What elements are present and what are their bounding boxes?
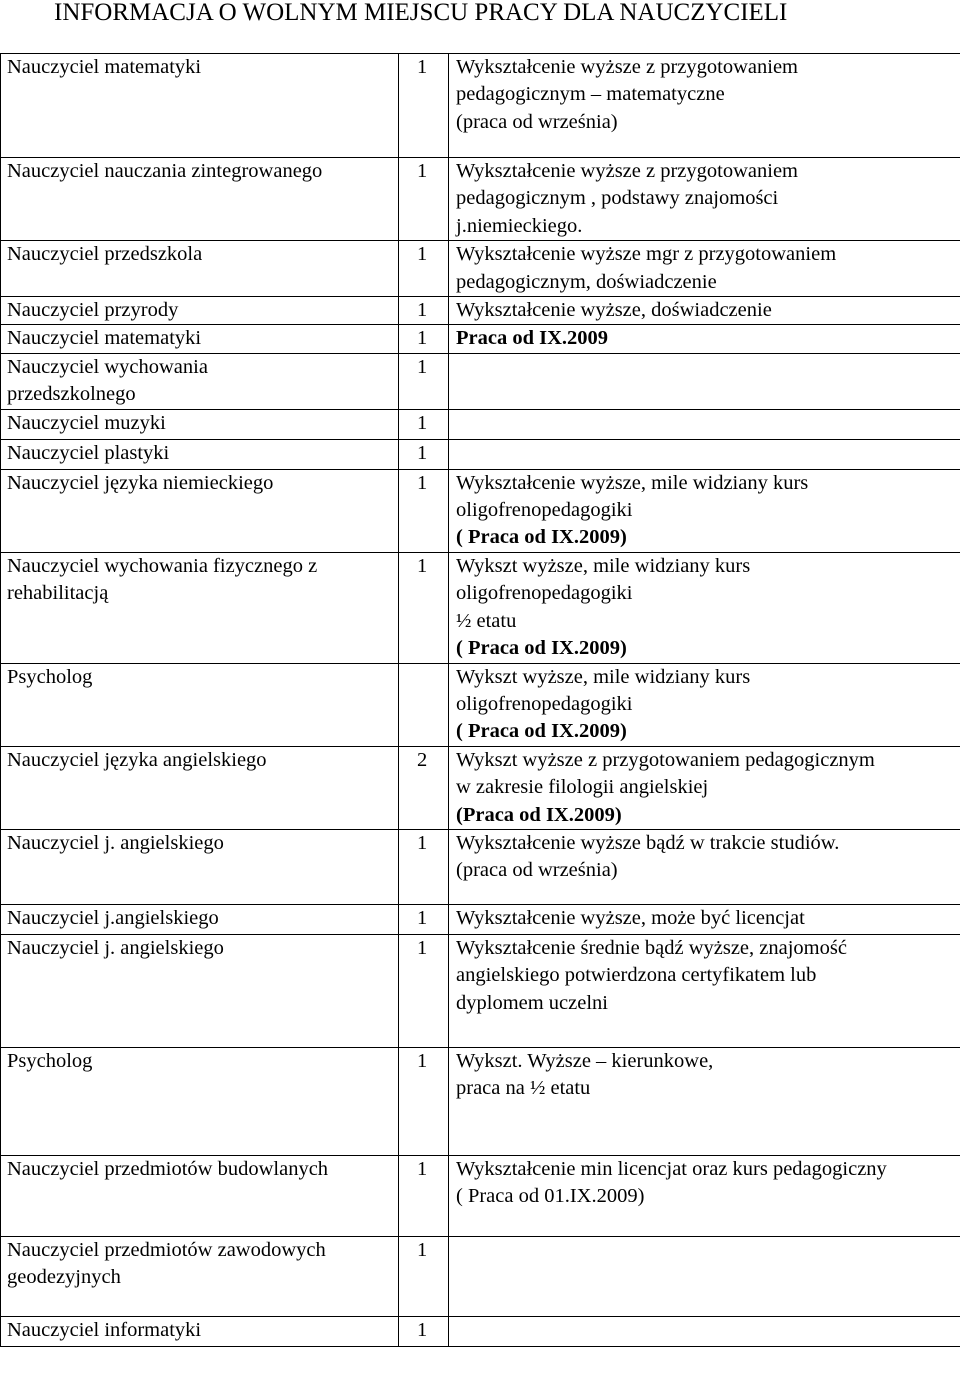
table-row: [1, 158, 960, 241]
requirement-line: angielskiego potwierdzona certyfikatem lub: [456, 964, 817, 987]
table-row: [1, 1316, 960, 1346]
requirement-line: pedagogicznym – matematyczne: [456, 83, 725, 106]
position-name: Nauczyciel przyrody: [7, 299, 179, 322]
vacancy-count: 1: [417, 1318, 428, 1341]
requirement-line: oligofrenopedagogiki: [456, 582, 633, 605]
count-cell: [399, 934, 449, 1047]
count-cell: [399, 469, 449, 552]
table-row: [1, 325, 960, 353]
vacancy-count: 1: [417, 299, 428, 322]
requirements-cell: [449, 158, 960, 241]
page-title: INFORMACJA O WOLNYM MIEJSCU PRACY DLA NAUCZYCIELI: [54, 0, 788, 26]
count-cell: [399, 241, 449, 297]
position-cell: [1, 439, 399, 469]
position-name: Nauczyciel j.angielskiego: [7, 906, 219, 929]
vacancy-count: 1: [417, 1157, 428, 1180]
requirement-line: Wykształcenie wyższe bądź w trakcie studiów.: [456, 831, 840, 854]
position-cell: [1, 158, 399, 241]
requirements-cell: [449, 552, 960, 663]
requirement-line: Wykształcenie min licencjat oraz kurs pedagogiczny: [456, 1157, 887, 1180]
requirement-line: (Praca od IX.2009): [456, 803, 622, 826]
requirements-cell: [449, 409, 960, 439]
requirement-line: Wykszt. Wyższe – kierunkowe,: [456, 1049, 714, 1072]
requirement-line: ( Praca od IX.2009): [456, 720, 627, 743]
requirement-line: ( Praca od 01.IX.2009): [456, 1185, 645, 1208]
requirement-line: w zakresie filologii angielskiej: [456, 776, 709, 799]
requirement-line: dyplomem uczelni: [456, 991, 608, 1014]
position-cell: [1, 241, 399, 297]
requirement-line: Wykszt wyższe, mile widziany kurs: [456, 554, 751, 577]
count-cell: [399, 439, 449, 469]
table-row: [1, 353, 960, 409]
table-row: [1, 904, 960, 934]
requirement-line: oligofrenopedagogiki: [456, 499, 633, 522]
count-cell: [399, 552, 449, 663]
count-cell: [399, 409, 449, 439]
count-cell: [399, 1155, 449, 1236]
requirements-cell: [449, 746, 960, 829]
requirements-cell: [449, 469, 960, 552]
requirement-line: Wykształcenie wyższe z przygotowaniem: [456, 160, 798, 182]
vacancy-count: 1: [417, 441, 428, 464]
table-row: [1, 663, 960, 746]
requirements-cell: [449, 934, 960, 1047]
requirements-cell: [449, 297, 960, 325]
requirement-line: Wykształcenie wyższe, może być licencjat: [456, 906, 805, 929]
position-cell: [1, 325, 399, 353]
table-row: [1, 1236, 960, 1316]
requirement-line: Wykształcenie średnie bądź wyższe, znajomość: [456, 936, 847, 959]
position-cell: [1, 1236, 399, 1316]
table-row: [1, 469, 960, 552]
requirement-line: Praca od IX.2009: [456, 327, 609, 350]
count-cell: [399, 1047, 449, 1155]
count-cell: [399, 829, 449, 904]
count-cell: [399, 54, 449, 158]
vacancy-count: 2: [417, 748, 428, 771]
position-name: Nauczyciel przedszkola: [7, 243, 203, 266]
vacancy-count: 1: [417, 56, 428, 78]
position-name: Nauczyciel przedmiotów budowlanych: [7, 1157, 329, 1180]
requirements-cell: [449, 241, 960, 297]
requirement-line: praca na ½ etatu: [456, 1077, 591, 1100]
count-cell: [399, 746, 449, 829]
position-cell: [1, 663, 399, 746]
vacancy-count: 1: [417, 411, 428, 434]
count-cell: [399, 297, 449, 325]
requirement-line: Wykszt wyższe z przygotowaniem pedagogicznym: [456, 748, 875, 771]
requirements-cell: [449, 1047, 960, 1155]
position-cell: [1, 409, 399, 439]
requirement-line: ( Praca od IX.2009): [456, 637, 627, 660]
requirement-line: Wykształcenie wyższe, mile widziany kurs: [456, 471, 809, 494]
position-cell: [1, 1155, 399, 1236]
requirements-cell: [449, 663, 960, 746]
position-name: Nauczyciel matematyki: [7, 327, 202, 350]
table-row: [1, 241, 960, 297]
position-name: Nauczyciel przedmiotów zawodowych: [7, 1238, 326, 1261]
vacancy-count: 1: [417, 1049, 428, 1072]
position-cell: [1, 469, 399, 552]
vacancy-count: 1: [417, 936, 428, 959]
requirement-line: ½ etatu: [456, 609, 517, 632]
position-name: rehabilitacją: [7, 582, 109, 605]
table-row: [1, 409, 960, 439]
position-name: Nauczyciel muzyki: [7, 411, 166, 434]
requirements-cell: [449, 353, 960, 409]
job-openings-body: [1, 54, 960, 1347]
position-name: Nauczyciel plastyki: [7, 441, 170, 464]
requirement-line: Wykształcenie wyższe, doświadczenie: [456, 299, 772, 322]
position-cell: [1, 297, 399, 325]
count-cell: [399, 1236, 449, 1316]
requirements-cell: [449, 829, 960, 904]
position-name: Psycholog: [7, 665, 93, 688]
position-name: Nauczyciel j. angielskiego: [7, 936, 224, 959]
position-name: Nauczyciel języka niemieckiego: [7, 471, 274, 494]
count-cell: [399, 158, 449, 241]
position-cell: [1, 1047, 399, 1155]
position-name: Nauczyciel wychowania fizycznego z: [7, 554, 318, 577]
position-cell: [1, 934, 399, 1047]
count-cell: [399, 663, 449, 746]
vacancy-count: 1: [417, 355, 428, 378]
table-row: [1, 439, 960, 469]
table-row: [1, 54, 960, 158]
count-cell: [399, 904, 449, 934]
vacancy-count: 1: [417, 906, 428, 929]
position-name: geodezyjnych: [7, 1266, 121, 1289]
requirement-line: (praca od września): [456, 859, 618, 882]
table-row: [1, 746, 960, 829]
vacancy-count: 1: [417, 160, 428, 182]
table-row: [1, 297, 960, 325]
requirements-cell: [449, 1236, 960, 1316]
count-cell: [399, 325, 449, 353]
requirement-line: ( Praca od IX.2009): [456, 526, 627, 549]
requirement-line: Wykształcenie wyższe z przygotowaniem: [456, 56, 798, 78]
vacancy-count: 1: [417, 1238, 428, 1261]
vacancy-count: 1: [417, 243, 428, 266]
vacancy-count: 1: [417, 327, 428, 350]
position-cell: [1, 54, 399, 158]
vacancy-count: 1: [417, 471, 428, 494]
position-cell: [1, 353, 399, 409]
position-name: Psycholog: [7, 1049, 93, 1072]
count-cell: [399, 1316, 449, 1346]
position-name: przedszkolnego: [7, 383, 136, 406]
table-row: [1, 934, 960, 1047]
table-row: [1, 1047, 960, 1155]
count-cell: [399, 353, 449, 409]
position-name: Nauczyciel informatyki: [7, 1318, 202, 1341]
position-name: Nauczyciel języka angielskiego: [7, 748, 267, 771]
vacancy-count: 1: [417, 554, 428, 577]
job-openings-table: [0, 53, 960, 1347]
requirement-line: pedagogicznym , podstawy znajomości: [456, 187, 779, 210]
position-cell: [1, 746, 399, 829]
position-cell: [1, 904, 399, 934]
table-row: [1, 1155, 960, 1236]
position-name: Nauczyciel matematyki: [7, 56, 202, 78]
requirements-cell: [449, 325, 960, 353]
position-name: Nauczyciel j. angielskiego: [7, 831, 224, 854]
requirement-line: pedagogicznym, doświadczenie: [456, 270, 717, 293]
requirement-line: j.niemieckiego.: [456, 214, 583, 237]
requirement-line: (praca od września): [456, 110, 618, 133]
table-row: [1, 552, 960, 663]
requirement-line: oligofrenopedagogiki: [456, 692, 633, 715]
position-cell: [1, 829, 399, 904]
vacancy-count: 1: [417, 831, 428, 854]
requirements-cell: [449, 904, 960, 934]
position-cell: [1, 1316, 399, 1346]
table-row: [1, 829, 960, 904]
requirement-line: Wykszt wyższe, mile widziany kurs: [456, 665, 751, 688]
requirement-line: Wykształcenie wyższe mgr z przygotowaniem: [456, 243, 837, 266]
requirements-cell: [449, 439, 960, 469]
position-cell: [1, 552, 399, 663]
position-name: Nauczyciel wychowania: [7, 355, 208, 378]
requirements-cell: [449, 1155, 960, 1236]
position-name: Nauczyciel nauczania zintegrowanego: [7, 160, 323, 182]
requirements-cell: [449, 1316, 960, 1346]
requirements-cell: [449, 54, 960, 158]
